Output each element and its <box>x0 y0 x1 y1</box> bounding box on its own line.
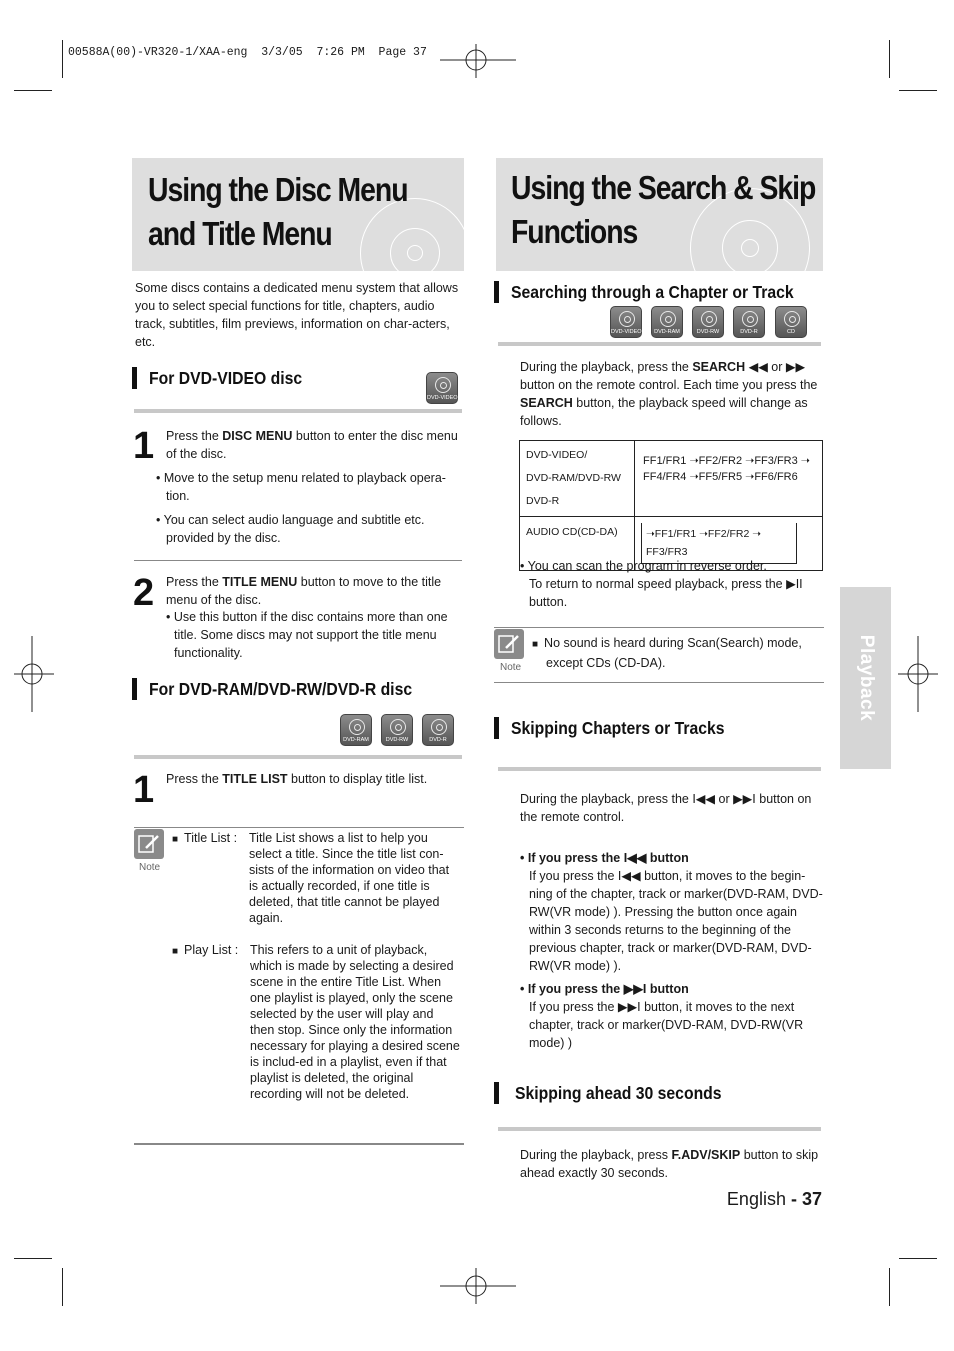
section-rule <box>134 409 462 413</box>
registration-mark-top <box>440 40 516 80</box>
cd-icon: CD <box>775 306 807 338</box>
registration-mark-bottom <box>440 1268 516 1308</box>
section-heading: Skipping Chapters or Tracks <box>511 718 725 738</box>
note-label: Note <box>500 662 522 673</box>
note-label: Note <box>139 862 161 873</box>
page-title <box>511 166 815 254</box>
next-heading: • If you press the ▶▶I button <box>520 982 689 996</box>
speed-table-sequence: ➝FF1/FR1 ➝FF2/FR2 ➝ FF3/FR3 <box>635 517 823 571</box>
note-end-divider <box>134 1143 464 1145</box>
step-bullet: • Use this button if the disc contains more than one title. Some discs may not support the title menu functionality. <box>166 610 448 660</box>
prev-heading: • If you press the I◀◀ button <box>520 851 689 865</box>
page-footer <box>700 1187 822 1211</box>
print-slug: 00588A(00)-VR320-1/XAA-eng 3/3/05 7:26 PM Page 37 <box>68 46 427 59</box>
section-rule <box>134 755 462 759</box>
step-number: 1 <box>133 769 155 811</box>
step-bullet: • Move to the setup menu related to playback opera-tion. <box>156 471 446 503</box>
registration-mark-left <box>14 636 54 712</box>
right-title-banner <box>496 158 823 271</box>
speed-table-sequence: FF1/FR1 ➝FF2/FR2 ➝FF3/FR3 ➝ FF4/FR4 ➝FF5/FR5 ➝FF6/FR6 <box>635 441 823 517</box>
playback-side-tab <box>840 587 891 769</box>
scan-return: To return to normal speed playback, press the ▶II button. <box>529 577 803 609</box>
section-rule <box>498 342 821 346</box>
note-icon <box>134 829 164 859</box>
note-title-list: ■ Title List : <box>172 830 292 848</box>
section-dvd-ram <box>132 678 441 700</box>
step-number: 2 <box>133 572 155 614</box>
note-title-list-text: Title List shows a list to help you select a title. Since the title list con-sists of the information on video that is actually recorded, if one title is deleted, that title cannot be played again. <box>249 831 450 925</box>
page-number: 37 <box>801 1189 822 1209</box>
note-end-divider <box>494 682 824 683</box>
dvd-ram-icon: DVD-RAM <box>651 306 683 338</box>
intro-text: Some discs contains a dedicated menu system that allows you to select special functions for title, chapters, audio track, subtitles, film previews, information on char-acters, etc. <box>135 281 459 349</box>
speed-table-label: DVD-VIDEO/ DVD-RAM/DVD-RW DVD-R <box>520 441 635 517</box>
crop-mark <box>889 1268 890 1306</box>
crop-mark <box>14 90 52 91</box>
step-divider <box>134 560 462 561</box>
dvd-rw-icon: DVD-RW <box>381 714 413 746</box>
dvd-r-icon: DVD-R <box>733 306 765 338</box>
dvd-video-icon: DVD-VIDEO <box>426 372 458 404</box>
footer-language: English <box>726 1189 786 1209</box>
section-search <box>494 281 825 303</box>
title-line: Using the Disc Menu <box>148 171 408 208</box>
section-heading: Searching through a Chapter or Track <box>511 282 794 302</box>
side-tab-label: Playback <box>855 634 877 722</box>
dvd-ram-icon: DVD-RAM <box>340 714 372 746</box>
next-text: If you press the ▶▶I button, it moves to the next chapter, track or marker(DVD-RAM, DVD-RW(VR mode) ) <box>529 1000 804 1050</box>
note-icon <box>494 629 524 659</box>
note-divider <box>134 827 464 828</box>
footer-separator: - <box>785 1189 802 1209</box>
section-skip <box>494 717 748 739</box>
note-divider <box>494 627 824 628</box>
skip-paragraph: During the playback, press the I◀◀ or ▶▶I button on the remote control. <box>520 792 812 824</box>
crop-mark <box>62 40 63 78</box>
section-skip-ahead <box>494 1082 745 1104</box>
dvd-rw-icon: DVD-RW <box>692 306 724 338</box>
section-bar <box>494 1082 499 1104</box>
scan-bullet: • You can scan the program in reverse order. <box>520 559 767 573</box>
speed-table <box>519 440 823 571</box>
crop-mark <box>899 90 937 91</box>
disc-decoration <box>407 245 423 261</box>
section-heading: Skipping ahead 30 seconds <box>515 1083 722 1103</box>
note-play-list: ■ Play List : <box>172 942 292 960</box>
crop-mark <box>14 1258 52 1259</box>
step-text: Press the TITLE LIST button to display title list. <box>166 772 428 786</box>
step-number: 1 <box>133 425 155 467</box>
dvd-video-icon: DVD-VIDEO <box>610 306 642 338</box>
section-heading: For DVD-VIDEO disc <box>149 368 303 388</box>
section-bar <box>494 281 499 303</box>
section-bar <box>494 717 499 739</box>
crop-mark <box>62 1268 63 1306</box>
search-paragraph: During the playback, press the SEARCH ◀◀ or ▶▶ button on the remote control. Each time you press the SEARCH button, the playback speed will change as follows. <box>520 360 818 428</box>
title-line: Using the Search & Skip <box>511 169 816 206</box>
section-bar <box>132 367 137 389</box>
search-note: ■ No sound is heard during Scan(Search) mode, except CDs (CD-DA). <box>532 634 822 672</box>
note-play-list-text: This refers to a unit of playback, which is made by selecting a desired scene in the entire Title List. When one playlist is played, only the scene selected by the user will play and then stop. Since only the information necessary for playing a desired scene is includ-ed in a playlist, even if that playlist is deleted, the original recording will not be deleted. <box>250 943 460 1101</box>
step-bullet: • You can select audio language and subtitle etc. provided by the disc. <box>156 513 425 545</box>
prev-text: If you press the I◀◀ button, it moves to the begin-ning of the chapter, track or marker(DVD-RAM, DVD-RW(VR mode) ). Pressing the button once again within 3 seconds returns to the beginning of the previous chapter, track or marker(DVD-RAM, DVD-RW(VR mode) ). <box>529 869 823 973</box>
dvd-r-icon: DVD-R <box>422 714 454 746</box>
skip-ahead-paragraph: During the playback, press F.ADV/SKIP button to skip ahead exactly 30 seconds. <box>520 1148 819 1180</box>
section-rule <box>498 1127 821 1131</box>
step-text: Press the DISC MENU button to enter the disc menu of the disc. <box>166 429 458 461</box>
crop-mark <box>889 40 890 78</box>
title-line: Functions <box>511 213 638 250</box>
title-line: and Title Menu <box>148 215 332 252</box>
section-bar <box>132 678 137 700</box>
registration-mark-right <box>898 636 938 712</box>
section-heading: For DVD-RAM/DVD-RW/DVD-R disc <box>149 679 413 699</box>
crop-mark <box>899 1258 937 1259</box>
left-title-banner <box>132 158 464 271</box>
section-rule <box>498 767 821 771</box>
step-text: Press the TITLE MENU button to move to the title menu of the disc. <box>166 575 442 607</box>
page-title <box>148 168 408 256</box>
speed-table-label: AUDIO CD(CD-DA) <box>520 517 635 571</box>
section-dvd-video <box>132 367 319 389</box>
